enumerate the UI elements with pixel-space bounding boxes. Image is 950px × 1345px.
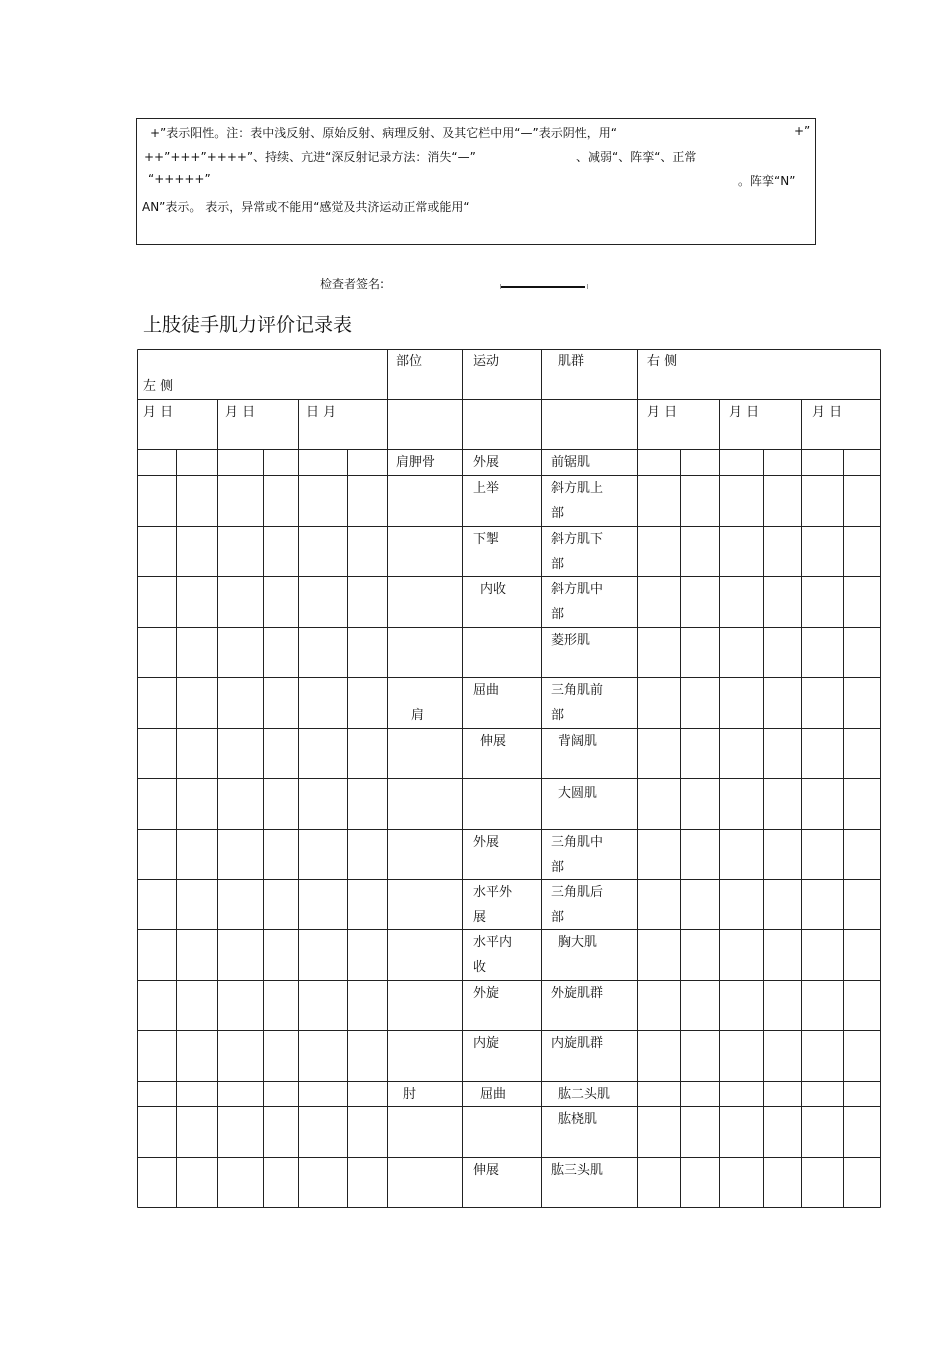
row-muscle: 菱形肌 [551, 633, 591, 648]
row-muscle: 斜方肌上 [551, 481, 604, 496]
row-muscle: 部 [551, 557, 565, 572]
row-muscle: 肱二头肌 [558, 1087, 611, 1102]
row-muscle: 斜方肌下 [551, 532, 604, 547]
date-label-left-3: 日 月 [306, 405, 337, 420]
row-muscle: 部 [551, 506, 565, 521]
row-muscle: 肱桡肌 [558, 1112, 598, 1127]
row-movement: 外展 [473, 835, 500, 850]
row-movement: 外旋 [473, 986, 500, 1001]
page-title: 上肢徒手肌力评价记录表 [143, 314, 353, 336]
row-movement: 内收 [480, 582, 507, 597]
row-muscle: 大圆肌 [558, 786, 598, 801]
header-right-side: 右 侧 [647, 354, 678, 369]
row-muscle: 三角肌后 [551, 885, 604, 900]
row-part: 肩胛骨 [396, 455, 436, 470]
note-line-4: AN”表示。 表示，异常或不能用“感觉及共济运动正常或能用“ [142, 200, 470, 214]
row-muscle: 胸大肌 [558, 935, 598, 950]
row-muscle: 斜方肌中 [551, 582, 604, 597]
note-line-3: “+++++” [148, 172, 211, 186]
row-muscle: 三角肌中 [551, 835, 604, 850]
row-movement: 水平外 [473, 885, 513, 900]
row-part: 肩 [411, 708, 425, 723]
row-muscle: 肱三头肌 [551, 1163, 604, 1178]
date-label-right-1: 月 日 [647, 405, 678, 420]
header-left-side: 左 侧 [143, 379, 174, 394]
note-line-2: ++”+++”++++”、持续、亢进“深反射记录方法：消失“—” [144, 150, 476, 164]
header-movement: 运动 [473, 354, 500, 369]
row-movement: 展 [473, 910, 487, 925]
row-movement: 屈曲 [473, 683, 500, 698]
row-movement: 外展 [473, 455, 500, 470]
row-movement: 上举 [473, 481, 500, 496]
note-line-2-end: 、减弱“、阵挛“、正常 [576, 150, 697, 164]
note-line-1: +”表示阳性。注：表中浅反射、原始反射、病理反射、及其它栏中用“—”表示阴性，用“ [150, 126, 617, 140]
row-muscle: 前锯肌 [551, 455, 591, 470]
date-label-left-1: 月 日 [143, 405, 174, 420]
row-part: 肘 [403, 1087, 417, 1102]
note-line-1-end: +” [794, 124, 811, 138]
date-label-right-3: 月 日 [812, 405, 843, 420]
row-muscle: 背阔肌 [558, 734, 598, 749]
signature-label: 检查者签名: [320, 277, 385, 291]
row-muscle: 部 [551, 860, 565, 875]
row-movement: 收 [473, 960, 487, 975]
row-muscle: 三角肌前 [551, 683, 604, 698]
note-line-3-end: 。阵挛“N” [738, 174, 796, 188]
row-muscle: 部 [551, 708, 565, 723]
header-muscle: 肌群 [558, 354, 585, 369]
row-muscle: 部 [551, 910, 565, 925]
row-movement: 伸展 [480, 734, 507, 749]
row-movement: 下掣 [473, 532, 500, 547]
date-label-left-2: 月 日 [225, 405, 256, 420]
row-muscle: 部 [551, 607, 565, 622]
header-part: 部位 [396, 354, 423, 369]
row-muscle: 外旋肌群 [551, 986, 604, 1001]
row-movement: 屈曲 [480, 1087, 507, 1102]
row-muscle: 内旋肌群 [551, 1036, 604, 1051]
row-movement: 水平内 [473, 935, 513, 950]
date-label-right-2: 月 日 [729, 405, 760, 420]
row-movement: 伸展 [473, 1163, 500, 1178]
row-movement: 内旋 [473, 1036, 500, 1051]
